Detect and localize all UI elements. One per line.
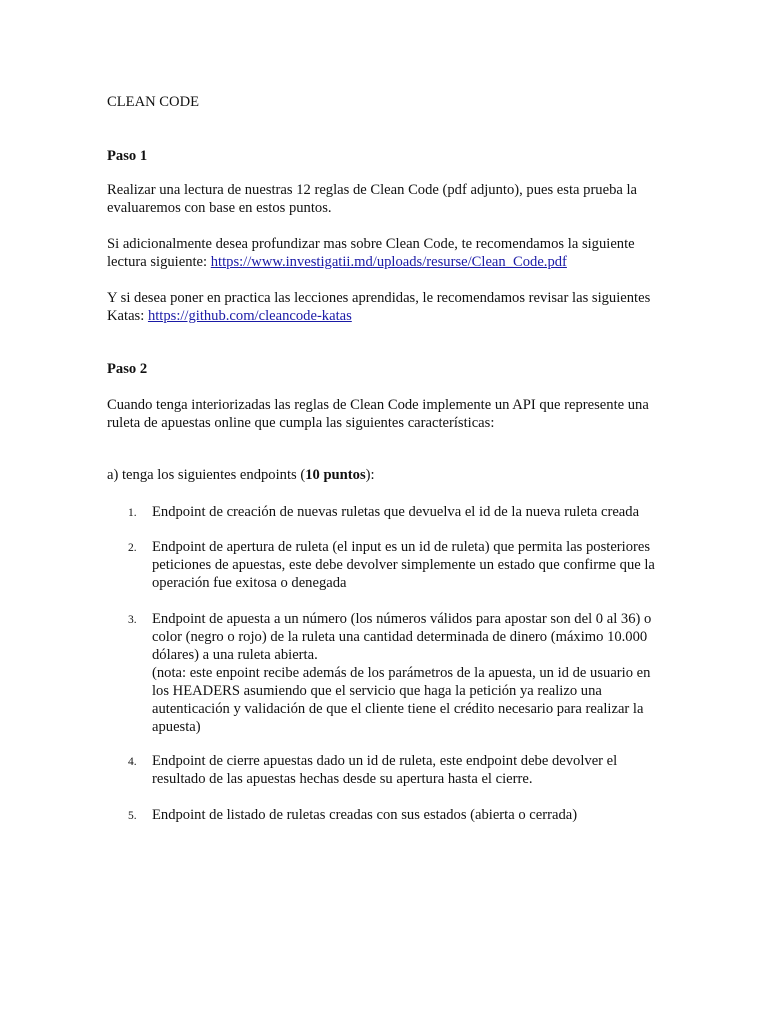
step1-paragraph-2-text: Si adicionalmente desea profundizar mas sobre Clean Code, te recomendamos la siguiente lectura siguiente: <box>107 236 635 270</box>
katas-link[interactable]: https://github.com/cleancode-katas <box>147 308 352 324</box>
endpoints-intro-suffix: ): <box>365 467 375 483</box>
step1-paragraph-1: Realizar una lectura de nuestras 12 reglas de Clean Code (pdf adjunto), pues esta prueba la evaluaremos con base en estos puntos. <box>107 182 638 216</box>
list-number: 2. <box>128 542 137 554</box>
endpoints-intro-prefix: a) tenga los siguientes endpoints ( <box>107 467 306 483</box>
step2-heading: Paso 2 <box>107 361 148 377</box>
list-number: 5. <box>128 810 137 822</box>
step1-paragraph-3 <box>107 289 667 325</box>
document-title: CLEAN CODE <box>107 94 200 110</box>
list-item-text: Endpoint de creación de nuevas ruletas que devuelva el id de la nueva ruleta creada <box>152 504 640 520</box>
list-item-note: (nota: este enpoint recibe además de los parámetros de la apuesta, un id de usuario en los HEADERS asumiendo que el servicio que haga la petición ya realizo una autenticación y validación de que el cliente tiene el crédito necesario para realizar la apuesta) <box>152 665 651 735</box>
step1-heading: Paso 1 <box>107 148 148 164</box>
list-number: 3. <box>128 614 137 626</box>
step1-paragraph-2 <box>107 235 667 271</box>
list-number: 1. <box>128 507 137 519</box>
endpoints-intro <box>107 466 667 484</box>
endpoints-points: 10 puntos <box>305 467 366 483</box>
clean-code-pdf-link[interactable]: https://www.investigatii.md/uploads/resurse/Clean_Code.pdf <box>210 254 567 270</box>
list-number: 4. <box>128 756 137 768</box>
list-item-text: Endpoint de listado de ruletas creadas con sus estados (abierta o cerrada) <box>152 807 578 823</box>
step2-paragraph-1: Cuando tenga interiorizadas las reglas de Clean Code implemente un API que represente una ruleta de apuestas online que cumpla las siguientes características: <box>107 397 649 431</box>
list-item-text: Endpoint de cierre apuestas dado un id de ruleta, este endpoint debe devolver el resultado de las apuestas hechas desde su apertura hasta el cierre. <box>152 753 618 787</box>
step1-paragraph-3-text: Y si desea poner en practica las lecciones aprendidas, le recomendamos revisar las siguientes Katas: <box>107 290 651 324</box>
list-item-main-text: Endpoint de apuesta a un número (los números válidos para apostar son del 0 al 36) o color (negro o rojo) de la ruleta una cantidad determinada de dinero (máximo 10.000 dólares) a una ruleta abierta. <box>152 611 652 663</box>
list-item-text <box>152 610 667 736</box>
list-item-text: Endpoint de apertura de ruleta (el input es un id de ruleta) que permita las posteriores peticiones de apuestas, este debe devolver simplemente un estado que confirme que la operación fue exitosa o denegada <box>152 539 655 591</box>
